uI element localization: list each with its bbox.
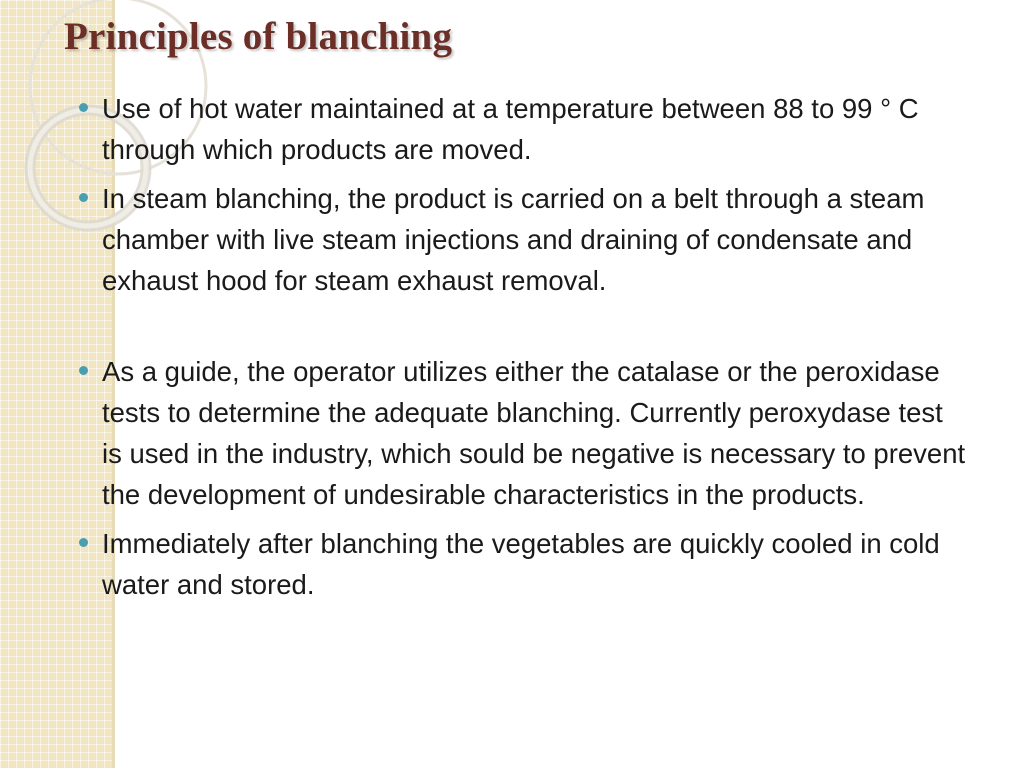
- bullet-dot-icon: [79, 103, 88, 112]
- bullet-dot-icon: [79, 538, 88, 547]
- bullet-text: Immediately after blanching the vegetables are quickly cooled in cold water and stored.: [102, 528, 940, 600]
- bullet-item: [80, 523, 970, 605]
- bullet-text: As a guide, the operator utilizes either the catalase or the peroxidase tests to determine the adequate blanching. Currently peroxydase test is used in the industry, which sould be negative is necessary to prevent the development of undesirable characteristics in the products.: [102, 356, 966, 510]
- bullet-text: In steam blanching, the product is carried on a belt through a steam chamber with live steam injections and draining of condensate and exhaust hood for steam exhaust removal.: [102, 183, 925, 296]
- bullet-dot-icon: [79, 193, 88, 202]
- bullet-item: [80, 351, 970, 515]
- bullet-list: [80, 88, 970, 613]
- bullet-item: [80, 178, 970, 301]
- slide-title: Principles of blanching: [64, 15, 453, 58]
- bullet-item: [80, 88, 970, 170]
- bullet-text: Use of hot water maintained at a temperature between 88 to 99 ° C through which products are moved.: [102, 93, 919, 165]
- bullet-dot-icon: [79, 366, 88, 375]
